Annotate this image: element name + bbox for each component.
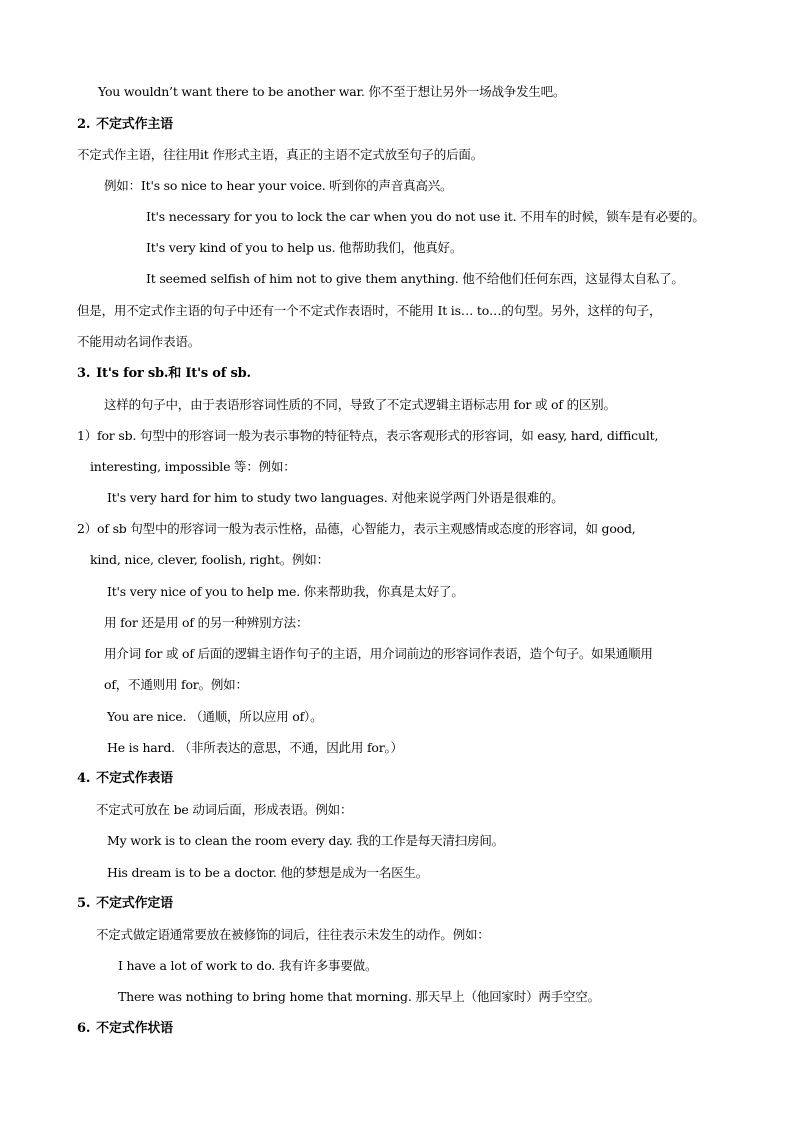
- heading-text: 不定式作状语: [96, 1021, 173, 1036]
- paragraph-line: kind, nice, clever, foolish, right。例如：: [90, 552, 329, 567]
- paragraph-line: 不能用动名词作表语。: [77, 334, 201, 349]
- paragraph-line: 不定式作主语，往往用it 作形式主语，真正的主语不定式放至句子的后面。: [77, 147, 483, 162]
- heading-number: 5.: [77, 896, 91, 911]
- example-line: My work is to clean the room every day. 我的工作是每天清扫房间。: [107, 833, 504, 848]
- heading-text: 不定式作主语: [96, 117, 173, 132]
- heading-number: 2.: [77, 117, 91, 132]
- paragraph-line: 2）of sb 句型中的形容词一般为表示性格，品德，心智能力，表示主观感情或态度的形容词，如 good,: [77, 521, 636, 536]
- heading-number: 6.: [77, 1021, 91, 1036]
- example-line: There was nothing to bring home that morning. 那天早上（他回家时）两手空空。: [118, 989, 600, 1004]
- section-heading-4: [77, 770, 173, 788]
- heading-text: 不定式作定语: [96, 896, 173, 911]
- example-line: It's very nice of you to help me. 你来帮助我，你真是太好了。: [107, 584, 464, 599]
- heading-text: It's for sb.和 It's of sb.: [96, 366, 251, 381]
- example-line: 例如：It's so nice to hear your voice. 听到你的声音真高兴。: [104, 178, 453, 193]
- paragraph-line: interesting, impossible 等：例如：: [90, 459, 296, 474]
- example-line: It's very hard for him to study two languages. 对他来说学两门外语是很难的。: [107, 490, 564, 505]
- section-heading-2: [77, 116, 173, 134]
- example-line: It seemed selfish of him not to give them anything. 他不给他们任何东西，这显得太自私了。: [146, 271, 684, 286]
- section-heading-5: [77, 895, 173, 913]
- example-line: You are nice. （通顺，所以应用 of）。: [107, 709, 323, 724]
- heading-number: 3.: [77, 366, 91, 381]
- heading-text: 不定式作表语: [96, 771, 173, 786]
- example-line: It's necessary for you to lock the car when you do not use it. 不用车的时候，锁车是有必要的。: [146, 209, 705, 224]
- paragraph-line: 用 for 还是用 of 的另一种辨别方法：: [104, 615, 309, 630]
- paragraph-line: 这样的句子中，由于表语形容词性质的不同，导致了不定式逻辑主语标志用 for 或 of 的区别。: [104, 397, 616, 412]
- example-line: I have a lot of work to do. 我有许多事要做。: [118, 958, 378, 973]
- paragraph-line: 不定式做定语通常要放在被修饰的词后，往往表示未发生的动作。例如：: [96, 927, 490, 942]
- example-line: He is hard. （非所表达的意思，不通，因此用 for。）: [107, 740, 403, 755]
- paragraph-line: of，不通则用 for。例如：: [104, 677, 248, 692]
- example-line: His dream is to be a doctor. 他的梦想是成为一名医生。: [107, 865, 429, 880]
- paragraph-line: 但是，用不定式作主语的句子中还有一个不定式作表语时，不能用 It is… to…的句型。另外，这样的句子，: [77, 303, 662, 318]
- heading-number: 4.: [77, 771, 91, 786]
- section-heading-6: [77, 1020, 173, 1038]
- example-line: It's very kind of you to help us. 他帮助我们，他真好。: [146, 240, 463, 255]
- example-line: You wouldn’t want there to be another war. 你不至于想让另外一场战争发生吧。: [98, 84, 566, 99]
- paragraph-line: 不定式可放在 be 动词后面，形成表语。例如：: [96, 802, 353, 817]
- section-heading-3: [77, 365, 251, 383]
- paragraph-line: 用介词 for 或 of 后面的逻辑主语作句子的主语，用介词前边的形容词作表语，造个句子。如果通顺用: [104, 646, 653, 661]
- paragraph-line: 1）for sb. 句型中的形容词一般为表示事物的特征特点，表示客观形式的形容词，如 easy, hard, difficult,: [77, 428, 659, 443]
